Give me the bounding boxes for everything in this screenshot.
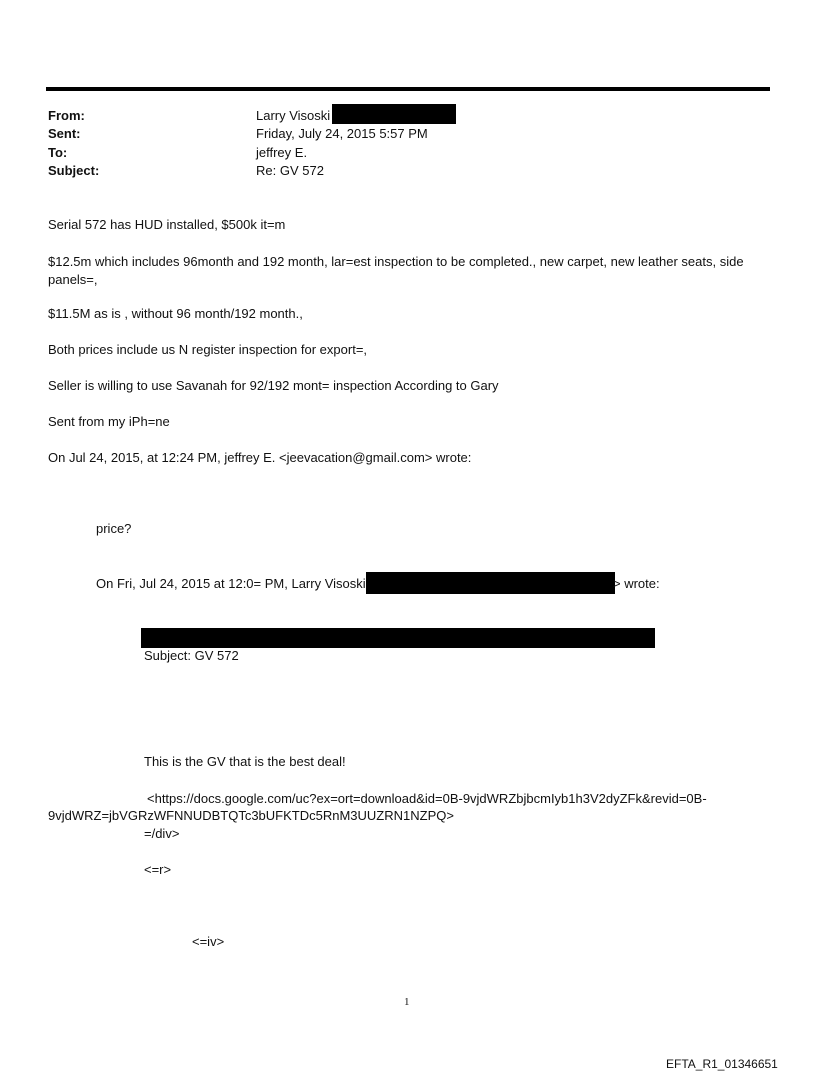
subject-value: Re: GV 572: [256, 163, 324, 178]
quote-attribution: On Fri, Jul 24, 2015 at 12:0= PM, Larry Visoski: [96, 576, 366, 591]
subject-label: Subject:: [48, 163, 100, 178]
quoted-text: =/div>: [144, 826, 180, 841]
quoted-text: This is the GV that is the best deal!: [144, 754, 346, 769]
page-number: 1: [404, 996, 410, 1008]
to-value: jeffrey E.: [256, 145, 308, 160]
quoted-text: <=r>: [144, 862, 172, 877]
quoted-subject: Subject: GV 572: [144, 648, 239, 663]
body-paragraph: $11.5M as is , without 96 month/192 month.,: [48, 306, 303, 321]
quoted-text: price?: [96, 521, 132, 536]
to-label: To:: [48, 145, 68, 160]
redaction-block: [332, 104, 456, 124]
quoted-text: <=iv>: [192, 934, 225, 949]
quote-attribution: On Jul 24, 2015, at 12:24 PM, jeffrey E. <jeevacation@gmail.com> wrote:: [48, 450, 472, 465]
quoted-link: <https://docs.google.com/uc?ex=ort=download&id=0B-9vjdWRZbjbcmIyb1h3V2dyZFk&revid=0B-: [147, 791, 707, 806]
redaction-block: [141, 628, 655, 648]
document-id: EFTA_R1_01346651: [666, 1057, 778, 1071]
from-label: From:: [48, 108, 85, 123]
signature-line: Sent from my iPh=ne: [48, 414, 170, 429]
body-paragraph: Serial 572 has HUD installed, $500k it=m: [48, 217, 286, 232]
sent-label: Sent:: [48, 126, 81, 141]
body-paragraph: Seller is willing to use Savanah for 92/192 mont= inspection According to Gary: [48, 378, 499, 393]
sent-value: Friday, July 24, 2015 5:57 PM: [256, 126, 428, 141]
body-paragraph: $12.5m which includes 96month and 192 month, lar=est inspection to be completed., new carpet, new leather seats, side panels=,: [48, 254, 744, 287]
header-rule: [46, 87, 770, 91]
from-value: Larry Visoski: [256, 108, 331, 123]
redaction-block: [366, 572, 615, 594]
body-paragraph: Both prices include us N register inspection for export=,: [48, 342, 368, 357]
quoted-link: 9vjdWRZ=jbVGRzWFNNUDBTQTc3bUFKTDc5RnM3UUZRN1NZPQ>: [48, 808, 454, 823]
quote-attribution-end: > wrote:: [613, 576, 660, 591]
